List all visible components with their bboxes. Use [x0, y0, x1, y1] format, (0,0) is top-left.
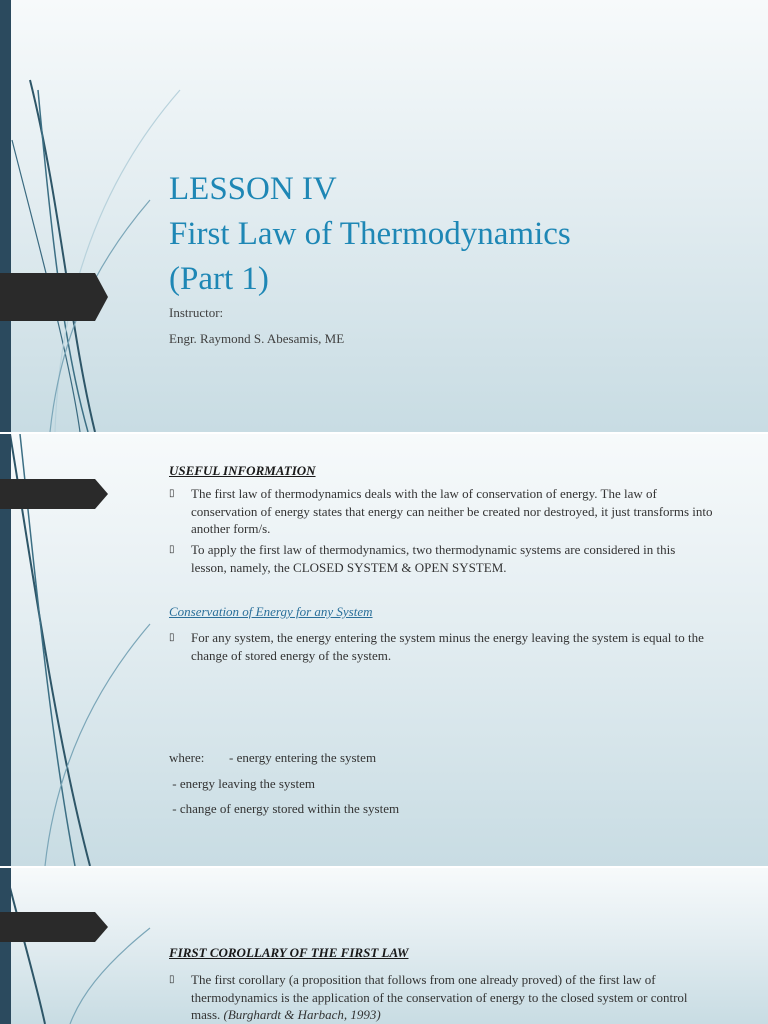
- slide-3: [0, 868, 768, 1024]
- bullet-item: [169, 629, 714, 664]
- bullet-marker: ▯: [169, 544, 175, 555]
- title-line-2: First Law of Thermodynamics: [169, 216, 571, 252]
- title-line-1: LESSON IV: [169, 171, 337, 207]
- section-heading: FIRST COROLLARY OF THE FIRST LAW: [169, 945, 409, 960]
- bullet-marker: ▯: [169, 488, 175, 499]
- bullet-marker: ▯: [169, 632, 175, 643]
- slide-tab-marker: [0, 273, 108, 321]
- slide-1: [0, 0, 768, 432]
- slide-2: [0, 434, 768, 866]
- left-accent-bar: [0, 0, 11, 432]
- slide-tab-marker: [0, 479, 108, 509]
- lesson-title: [169, 167, 571, 302]
- left-accent-bar: [0, 868, 11, 1024]
- bullet-text: The first law of thermodynamics deals with the law of conservation of energy. The law of conservation of energy states that energy can neither be created nor destroyed, it just transforms into another form/s.: [191, 486, 713, 536]
- bullet-item: [169, 485, 714, 538]
- where-item: - change of energy stored within the system: [169, 801, 400, 816]
- subheading: Conservation of Energy for any System: [169, 604, 373, 619]
- where-item: - energy leaving the system: [169, 776, 315, 791]
- bullet-text: To apply the first law of thermodynamics, two thermodynamic systems are considered in this lesson, namely, the CLOSED SYSTEM & OPEN SYSTEM.: [191, 542, 676, 575]
- bullet-text: The first corollary (a proposition that follows from one already proved) of the first law of thermodynamics is the application of the conservation of energy to the closed system or control mass.: [191, 972, 688, 1022]
- instructor-label: Instructor:: [169, 305, 224, 320]
- bullet-item: [169, 971, 714, 1024]
- where-item: - energy entering the system: [229, 750, 377, 765]
- bullet-text: For any system, the energy entering the system minus the energy leaving the system is equal to the change of stored energy of the system.: [191, 630, 704, 663]
- section-heading: USEFUL INFORMATION: [169, 463, 316, 478]
- slide-tab-marker: [0, 912, 108, 942]
- instructor-name: Engr. Raymond S. Abesamis, ME: [169, 331, 345, 346]
- where-label: where:: [169, 750, 205, 765]
- title-line-3: (Part 1): [169, 261, 269, 297]
- bullet-marker: ▯: [169, 974, 175, 985]
- citation: (Burghardt & Harbach, 1993): [223, 1007, 381, 1022]
- bullet-item: [169, 541, 714, 576]
